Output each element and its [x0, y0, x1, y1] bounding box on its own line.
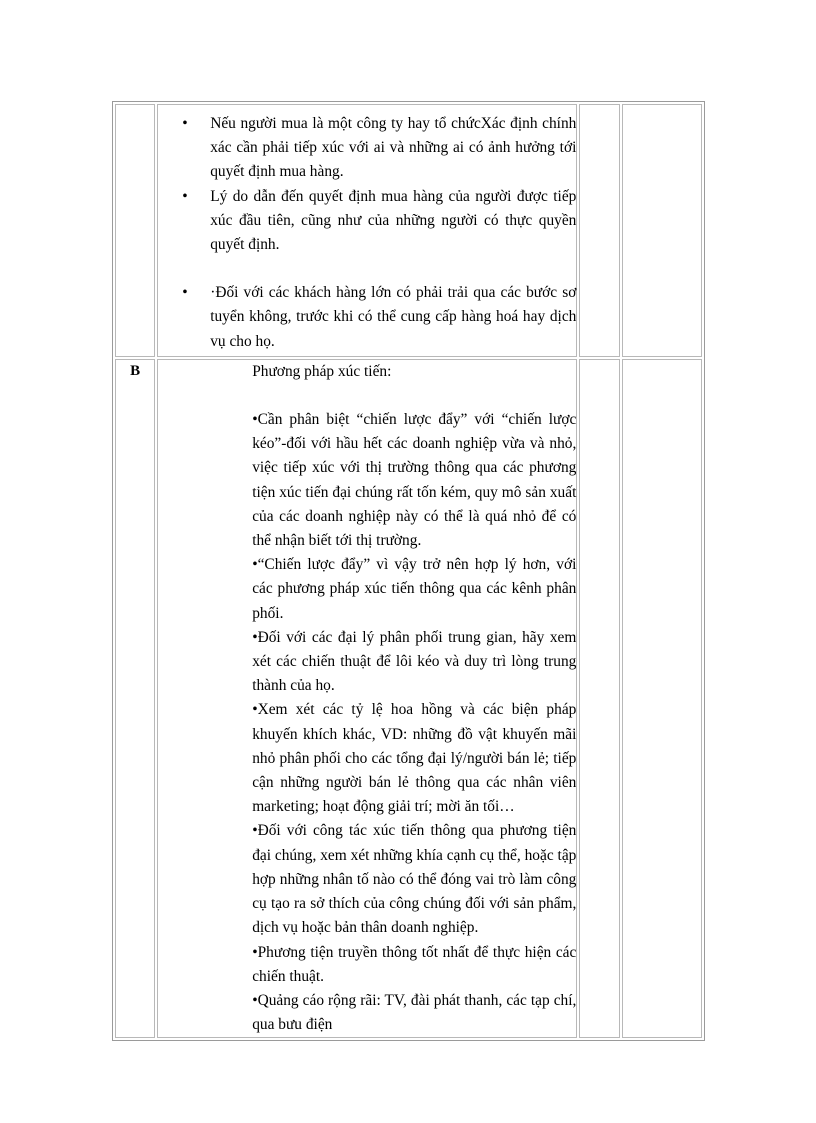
- list-item: [158, 989, 576, 1037]
- list-item: [158, 698, 576, 819]
- paragraph-list: [64, 408, 576, 1037]
- row-label: [116, 105, 154, 108]
- table-row: [115, 359, 702, 1038]
- empty-cell: [622, 359, 702, 1038]
- bullet-icon: •: [252, 701, 258, 719]
- table-row: [115, 104, 702, 357]
- list-item: [158, 626, 576, 699]
- bullet-icon: •: [252, 943, 258, 961]
- content-cell: [157, 359, 577, 1038]
- empty-cell: [579, 359, 619, 1038]
- empty-cell: [622, 104, 702, 357]
- list-item: [158, 941, 576, 989]
- empty-cell: [579, 104, 619, 357]
- row-label-cell: [115, 104, 155, 357]
- list-item: [158, 408, 576, 553]
- list-item: • ·Đối với các khách hàng lớn có phải trải qua các bước sơ tuyển không, trước khi có thể cung cấp hàng hoá hay dịch vụ cho họ.: [210, 281, 576, 354]
- paragraph-text: Xem xét các tỷ lệ hoa hồng và các biện pháp khuyến khích khác, VD: những đồ vật khuyến mãi nhỏ phân phối cho các tổng đại lý/người bán lẻ; tiếp cận những người bán lẻ thông qua các nhân viên marketing; hoạt động giải trí; mời ăn tối…: [252, 701, 577, 816]
- list-item: • Nếu người mua là một công ty hay tổ chứcXác định chính xác cần phải tiếp xúc với ai và những ai có ảnh hưởng tới quyết định mua hàng.: [210, 112, 576, 185]
- bullet-icon: •: [252, 991, 258, 1009]
- list-item: [158, 553, 576, 626]
- list-item: [158, 819, 576, 940]
- list-item: • Lý do dẫn đến quyết định mua hàng của người được tiếp xúc đầu tiên, cũng như của những người có thực quyền quyết định.: [210, 185, 576, 258]
- paragraph-text: Phương tiện truyền thông tốt nhất để thực hiện các chiến thuật.: [252, 943, 577, 985]
- bullet-icon: •: [252, 628, 258, 646]
- section-intro: Phương pháp xúc tiến:: [252, 362, 392, 380]
- bullet-list: [158, 110, 576, 354]
- paragraph-text: Đối với công tác xúc tiến thông qua phương tiện đại chúng, xem xét những khía cạnh cụ thể, hoặc tập hợp những nhân tố nào có thể đóng vai trò làm công cụ tạo ra sở thích của công chúng đối với sản phẩm, dịch vụ hoặc bản thân doanh nghiệp.: [252, 822, 577, 937]
- paragraph-text: Đối với các đại lý phân phối trung gian, hãy xem xét các chiến thuật để lôi kéo và duy trì lòng trung thành của họ.: [252, 628, 577, 695]
- content-table: [112, 101, 705, 1041]
- paragraph-text: Quảng cáo rộng rãi: TV, đài phát thanh, các tạp chí, qua bưu điện: [252, 991, 577, 1034]
- blank-line: [158, 384, 576, 408]
- bullet-icon: •: [252, 822, 258, 840]
- bullet-icon: •: [252, 556, 258, 574]
- content-cell: [157, 104, 577, 357]
- paragraph-text: Cần phân biệt “chiến lược đẩy” với “chiến lược kéo”-đối với hầu hết các doanh nghiệp vừa và nhỏ, việc tiếp xúc với thị trường thông qua các phương tiện xúc tiến đại chúng rất tốn kém, quy mô sản xuất của các doanh nghiệp này có thể là quá nhỏ để có thể nhận biết tới thị trường.: [252, 411, 577, 550]
- paragraph-text: “Chiến lược đẩy” vì vậy trở nên hợp lý hơn, với các phương pháp xúc tiến thông qua các kênh phân phối.: [252, 556, 577, 622]
- row-label: B: [130, 362, 141, 379]
- bullet-icon: •: [252, 411, 258, 429]
